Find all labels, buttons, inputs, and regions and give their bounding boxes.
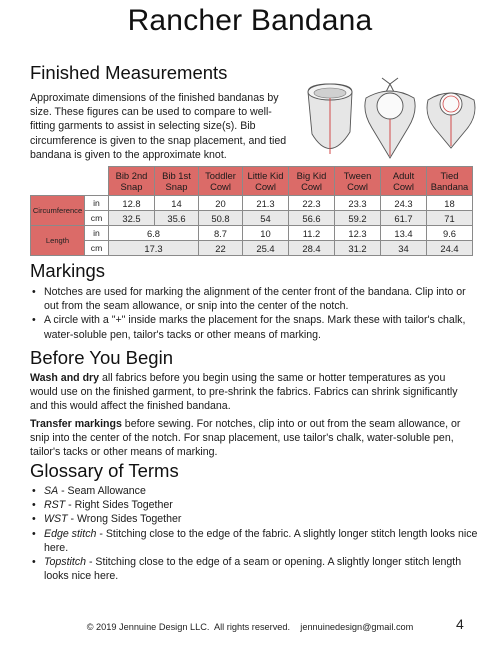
- table-row: [31, 196, 473, 211]
- column-header: Big Kid Cowl: [289, 167, 335, 196]
- table-cell: 17.3: [109, 241, 199, 256]
- markings-list: [30, 285, 480, 342]
- table-cell: 24.3: [381, 196, 427, 211]
- table-cell: 6.8: [109, 226, 199, 241]
- cowl-bandana-illustration: [308, 84, 352, 154]
- table-cell: 56.6: [289, 211, 335, 226]
- column-header: Bib 1st Snap: [155, 167, 199, 196]
- measurements-table: [30, 166, 473, 256]
- table-header-row: [31, 167, 473, 196]
- table-cell: 10: [243, 226, 289, 241]
- table-cell: 12.8: [109, 196, 155, 211]
- table-cell: 8.7: [199, 226, 243, 241]
- row-label-circumference: Circumference: [31, 196, 85, 226]
- column-header: Tied Bandana: [427, 167, 473, 196]
- unit-label: cm: [85, 211, 109, 226]
- table-cell: 13.4: [381, 226, 427, 241]
- table-cell: 25.4: [243, 241, 289, 256]
- glossary-heading: Glossary of Terms: [30, 460, 179, 481]
- page-title: Rancher Bandana: [127, 4, 373, 37]
- finished-measurements-heading: Finished Measurements: [30, 62, 228, 83]
- table-cell: 31.2: [335, 241, 381, 256]
- table-row: [31, 241, 473, 256]
- markings-heading: Markings: [30, 260, 106, 281]
- page-number: 4: [456, 616, 464, 632]
- table-cell: 22: [199, 241, 243, 256]
- unit-label: in: [85, 226, 109, 241]
- table-row: [31, 226, 473, 241]
- table-cell: 54: [243, 211, 289, 226]
- bandana-illustration: [300, 72, 480, 167]
- table-cell: 20: [199, 196, 243, 211]
- unit-label: cm: [85, 241, 109, 256]
- table-cell: 59.2: [335, 211, 381, 226]
- finished-measurements-description: Approximate dimensions of the finished bandanas by size. These figures can be used to compare to well-fitting garments to assist in selecting size(s). Bib circumference is given to the snap placement, and tied bandana is given to the approximate knot.: [30, 92, 287, 161]
- table-cell: 9.6: [427, 226, 473, 241]
- table-cell: 21.3: [243, 196, 289, 211]
- table-cell: 34: [381, 241, 427, 256]
- column-header: Tween Cowl: [335, 167, 381, 196]
- column-header: Little Kid Cowl: [243, 167, 289, 196]
- table-cell: 23.3: [335, 196, 381, 211]
- table-cell: 28.4: [289, 241, 335, 256]
- table-row: [31, 211, 473, 226]
- unit-label: in: [85, 196, 109, 211]
- list-item: • SA - Seam Allowance: [32, 485, 146, 497]
- wash-paragraph: Wash and dry all fabrics before you begin using the same or hotter temperatures as you would use on the finished garment, to pre-shrink the fabrics. Fabrics can shrink significantly and this would affect the finished bandana.: [30, 372, 458, 413]
- list-item: • RST - Right Sides Together: [32, 499, 173, 512]
- table-cell: 32.5: [109, 211, 155, 226]
- row-label-length: Length: [31, 226, 85, 256]
- column-header: Toddler Cowl: [199, 167, 243, 196]
- list-item: • Notches are used for marking the alignment of the center front of the bandana. Clip into or out from the seam allowance, or snip into the center of the notch.: [32, 286, 466, 313]
- table-cell: 24.4: [427, 241, 473, 256]
- table-cell: 18: [427, 196, 473, 211]
- list-item: • A circle with a "+" inside marks the placement for the snaps. Mark these with tailor's chalk, water-soluble pen, tailor's tacks or other means of marking.: [32, 314, 466, 341]
- column-header: Bib 2nd Snap: [109, 167, 155, 196]
- bib-bandana-illustration: [427, 93, 475, 148]
- footer-copyright: © 2019 Jennuine Design LLC. All rights reserved. jennuinedesign@gmail.com: [86, 622, 414, 632]
- table-cell: 12.3: [335, 226, 381, 241]
- glossary-list: [30, 484, 480, 583]
- list-item: • WST - Wrong Sides Together: [32, 513, 182, 526]
- table-cell: 14: [155, 196, 199, 211]
- list-item: • Edge stitch - Stitching close to the edge of the fabric. A slightly longer stitch length looks nice here.: [32, 527, 478, 554]
- list-item: • Topstitch - Stitching close to the edge of a seam or opening. A slightly longer stitch length looks nice here.: [32, 556, 462, 583]
- table-cell: 50.8: [199, 211, 243, 226]
- table-cell: 61.7: [381, 211, 427, 226]
- table-cell: 71: [427, 211, 473, 226]
- table-cell: 35.6: [155, 211, 199, 226]
- table-cell: 22.3: [289, 196, 335, 211]
- before-you-begin-heading: Before You Begin: [30, 347, 173, 368]
- tied-bandana-illustration: [365, 78, 415, 158]
- table-cell: 11.2: [289, 226, 335, 241]
- column-header: Adult Cowl: [381, 167, 427, 196]
- transfer-paragraph: Transfer markings before sewing. For notches, clip into or out from the seam allowance, or snip into the center of the notch. For snap placement, use tailor's chalk, water-soluble pen, tailor's tacks or other means of marking.: [30, 418, 461, 459]
